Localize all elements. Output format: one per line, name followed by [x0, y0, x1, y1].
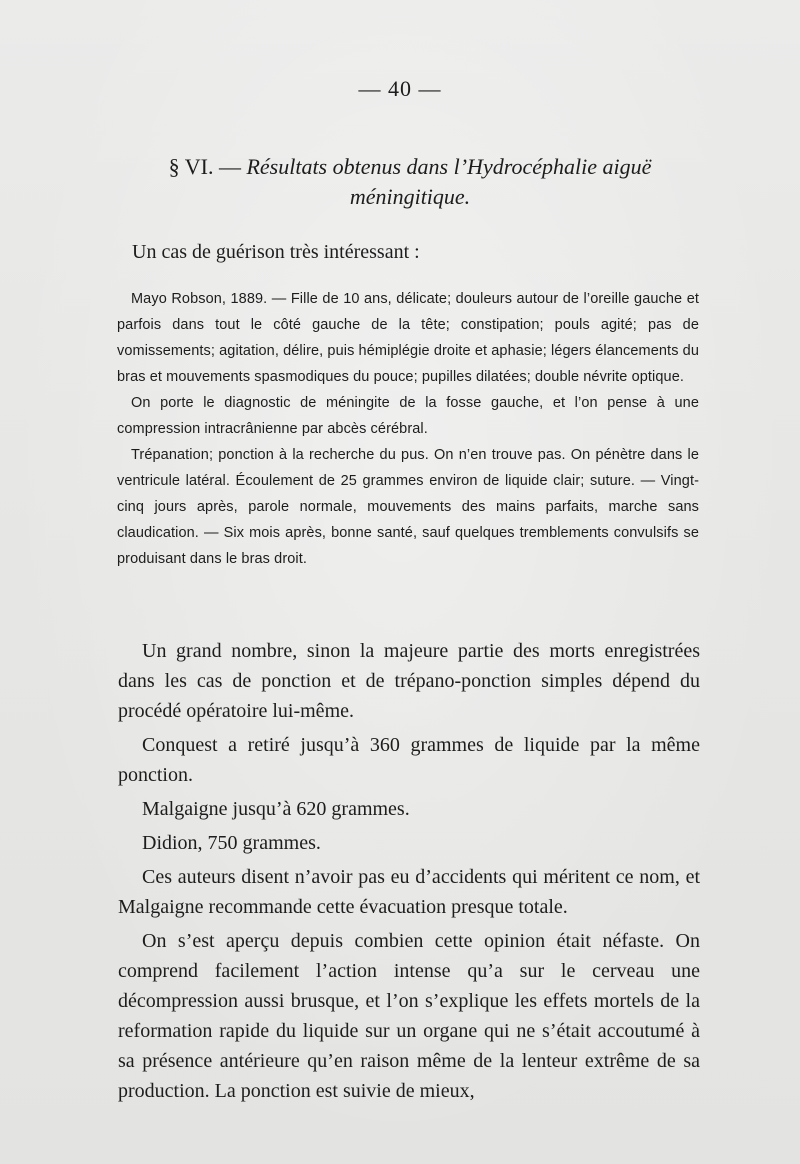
case-paragraph-2: On porte le diagnostic de méningite de la fosse gauche, et l’on pense à une compression intracrânienne par abcès cérébral. [117, 395, 699, 437]
case-paragraph-3: Trépanation; ponction à la recherche du pus. On n’en trouve pas. On pénètre dans le ventricule latéral. Écoulement de 25 grammes environ de liquide clair; suture. — Vingt-cinq jours après, parole normale, mouvements des mains parfaits, marche sans claudication. — Six mois après, bonne santé, sauf quelques tremblements convulsifs se produisant dans le bras droit. [117, 447, 699, 567]
case-report [117, 286, 699, 572]
section-heading [150, 152, 670, 212]
body-paragraph-5: Ces auteurs disent n’avoir pas eu d’accidents qui méritent ce nom, et Malgaigne recommande cette évacuation presque totale. [118, 866, 700, 918]
body-paragraph-4: Didion, 750 grammes. [142, 832, 321, 854]
body-paragraph-1: Un grand nombre, sinon la majeure partie des morts enregistrées dans les cas de ponction et de trépano-ponction simples dépend du procédé opératoire lui-même. [118, 640, 700, 722]
section-number: § VI. — [168, 154, 241, 179]
body-text [118, 636, 700, 1106]
body-paragraph-3: Malgaigne jusqu’à 620 grammes. [142, 798, 410, 820]
section-title: Résultats obtenus dans l’Hydrocéphalie aiguë méningitique. [246, 154, 652, 209]
case-paragraph-1: Mayo Robson, 1889. — Fille de 10 ans, délicate; douleurs autour de l’oreille gauche et parfois dans tout le côté gauche de la tête; constipation; pouls agité; pas de vomissements; agitation, délire, puis hémiplégie droite et aphasie; légers élancements du bras et mouvements spasmodiques du pouce; pupilles dilatées; double névrite optique. [117, 291, 699, 385]
body-paragraph-6: On s’est aperçu depuis combien cette opinion était néfaste. On comprend facilement l’action intense qu’a sur le cerveau une décompression aussi brusque, et l’on s’explique les effets mortels de la reformation rapide du liquide sur un organe qui ne s’était accoutumé à sa présence antérieure qu’en raison même de la lenteur extrême de sa production. La ponction est suivie de mieux, [118, 930, 700, 1102]
body-paragraph-2: Conquest a retiré jusqu’à 360 grammes de liquide par la même ponction. [118, 734, 700, 786]
intro-line: Un cas de guérison très intéressant : [132, 241, 420, 263]
page-number: — 40 — [358, 76, 442, 101]
